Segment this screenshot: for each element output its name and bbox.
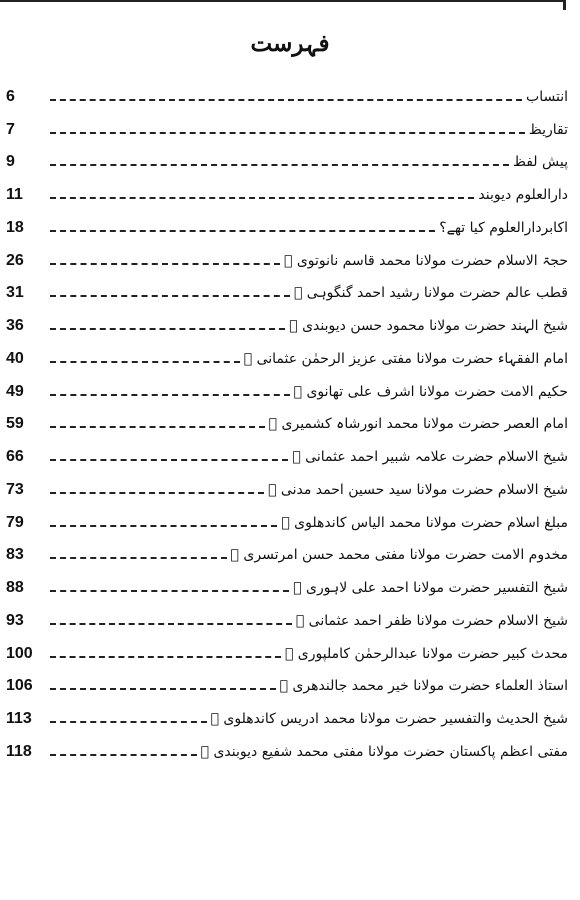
toc-page-number: 26 <box>6 251 24 269</box>
toc-entry[interactable] <box>6 471 568 504</box>
toc-entry[interactable] <box>6 209 568 242</box>
toc-entry[interactable] <box>6 537 568 570</box>
toc-leader-dashes <box>50 754 197 756</box>
toc-entry[interactable] <box>6 602 568 635</box>
toc-page-number: 49 <box>6 382 24 400</box>
toc-entry-title: مخدوم الامت حضرت مولانا مفتی محمد حسن امرتسری ﷫ <box>230 547 568 564</box>
toc-page-number: 18 <box>6 218 24 236</box>
top-rule <box>0 0 566 2</box>
toc-page-number: 83 <box>6 546 24 564</box>
toc-entry[interactable] <box>6 569 568 602</box>
toc-leader-dashes <box>50 99 522 101</box>
toc-entry-title: شیخ الاسلام حضرت مولانا سید حسین احمد مدنی ﷫ <box>268 481 568 498</box>
toc-entry[interactable] <box>6 275 568 308</box>
toc-page-number: 6 <box>6 87 15 105</box>
toc-entry[interactable] <box>6 504 568 537</box>
toc-entry[interactable] <box>6 307 568 340</box>
toc-page-number: 106 <box>6 677 33 695</box>
toc-leader-dashes <box>50 295 290 297</box>
toc-page-number: 100 <box>6 644 33 662</box>
page-title: فہرست <box>250 30 330 57</box>
toc-entry[interactable] <box>6 406 568 439</box>
toc-leader-dashes <box>50 361 240 363</box>
toc-leader-dashes <box>50 623 292 625</box>
toc-leader-dashes <box>50 197 474 199</box>
toc-page-number: 93 <box>6 611 24 629</box>
toc-page-number: 59 <box>6 415 24 433</box>
toc-entry[interactable] <box>6 438 568 471</box>
toc-leader-dashes <box>50 459 288 461</box>
toc-page-number: 36 <box>6 317 24 334</box>
toc-page-number: 7 <box>6 120 15 138</box>
toc-entry-title: امام الفقہاء حضرت مولانا مفتی عزیز الرحمٰن عثمانی ﷫ <box>243 350 568 367</box>
toc-entry[interactable] <box>6 668 568 701</box>
toc-page-number: 88 <box>6 579 24 596</box>
toc-entry[interactable] <box>6 111 568 144</box>
toc-entry-title: انتساب <box>526 88 568 105</box>
toc-page-number: 11 <box>6 186 23 203</box>
toc-entry-title: استاذ العلماء حضرت مولانا خیر محمد جالندھری ﷫ <box>279 678 568 695</box>
toc-page-number: 66 <box>6 448 24 465</box>
toc-leader-dashes <box>50 394 290 396</box>
toc-entry-title: شیخ الاسلام حضرت مولانا ظفر احمد عثمانی ﷫ <box>295 612 568 629</box>
toc-leader-dashes <box>50 164 509 166</box>
top-rule-mark <box>563 0 566 10</box>
toc-entry-title: شیخ الہند حضرت مولانا محمود حسن دیوبندی ﷫ <box>289 318 568 334</box>
toc-page-number: 31 <box>6 284 24 302</box>
toc-leader-dashes <box>50 492 264 494</box>
toc-entry[interactable] <box>6 635 568 668</box>
table-of-contents <box>6 78 568 766</box>
toc-entry-title: شیخ الاسلام حضرت علامہ شبیر احمد عثمانی ﷫ <box>292 449 568 465</box>
toc-entry[interactable] <box>6 700 568 733</box>
toc-leader-dashes <box>50 688 276 690</box>
toc-entry-title: پیش لفظ <box>512 154 568 171</box>
toc-entry-title: قطب عالم حضرت مولانا رشید احمد گنگوہی ﷫ <box>293 285 568 302</box>
toc-entry[interactable] <box>6 144 568 177</box>
toc-page-number: 79 <box>6 513 24 531</box>
toc-entry-title: اکابردارالعلوم کیا تھے؟ <box>439 219 568 236</box>
toc-entry[interactable] <box>6 242 568 275</box>
toc-leader-dashes <box>50 263 280 265</box>
toc-leader-dashes <box>50 328 285 330</box>
toc-entry-title: مفتی اعظم پاکستان حضرت مولانا مفتی محمد شفیع دیوبندی ﷫ <box>200 743 568 760</box>
toc-entry-title: محدث کبیر حضرت مولانا عبدالرحمٰن کاملپوری ﷫ <box>284 645 568 662</box>
toc-page-number: 40 <box>6 349 24 367</box>
toc-leader-dashes <box>50 132 525 134</box>
toc-entry-title: دارالعلوم دیوبند <box>478 187 568 203</box>
toc-entry-title: حجۃ الاسلام حضرت مولانا محمد قاسم نانوتوی ﷫ <box>283 252 568 269</box>
toc-leader-dashes <box>50 557 227 559</box>
toc-entry-title: امام العصر حضرت مولانا محمد انورشاہ کشمیری ﷫ <box>268 416 568 433</box>
toc-entry[interactable] <box>6 373 568 406</box>
toc-entry-title: حکیم الامت حضرت مولانا اشرف علی تھانوی ﷫ <box>293 383 568 400</box>
toc-entry-title: تقاریظ <box>528 121 568 138</box>
toc-leader-dashes <box>50 230 435 232</box>
toc-page-number: 9 <box>6 153 15 171</box>
toc-entry[interactable] <box>6 340 568 373</box>
toc-leader-dashes <box>50 656 281 658</box>
toc-leader-dashes <box>50 721 207 723</box>
toc-entry[interactable] <box>6 78 568 111</box>
toc-entry-title: شیخ التفسیر حضرت مولانا احمد علی لاہوری ﷫ <box>293 580 568 596</box>
toc-entry-title: مبلغ اسلام حضرت مولانا محمد الیاس کاندھلوی ﷫ <box>281 514 568 531</box>
toc-leader-dashes <box>50 525 277 527</box>
toc-page-number: 73 <box>6 480 24 498</box>
toc-entry[interactable] <box>6 733 568 766</box>
toc-entry[interactable] <box>6 176 568 209</box>
toc-page-number: 113 <box>6 710 32 727</box>
toc-leader-dashes <box>50 590 289 592</box>
toc-entry-title: شیخ الحدیث والتفسیر حضرت مولانا محمد ادریس کاندھلوی ﷫ <box>210 711 568 727</box>
toc-leader-dashes <box>50 426 265 428</box>
toc-page-number: 118 <box>6 742 32 760</box>
